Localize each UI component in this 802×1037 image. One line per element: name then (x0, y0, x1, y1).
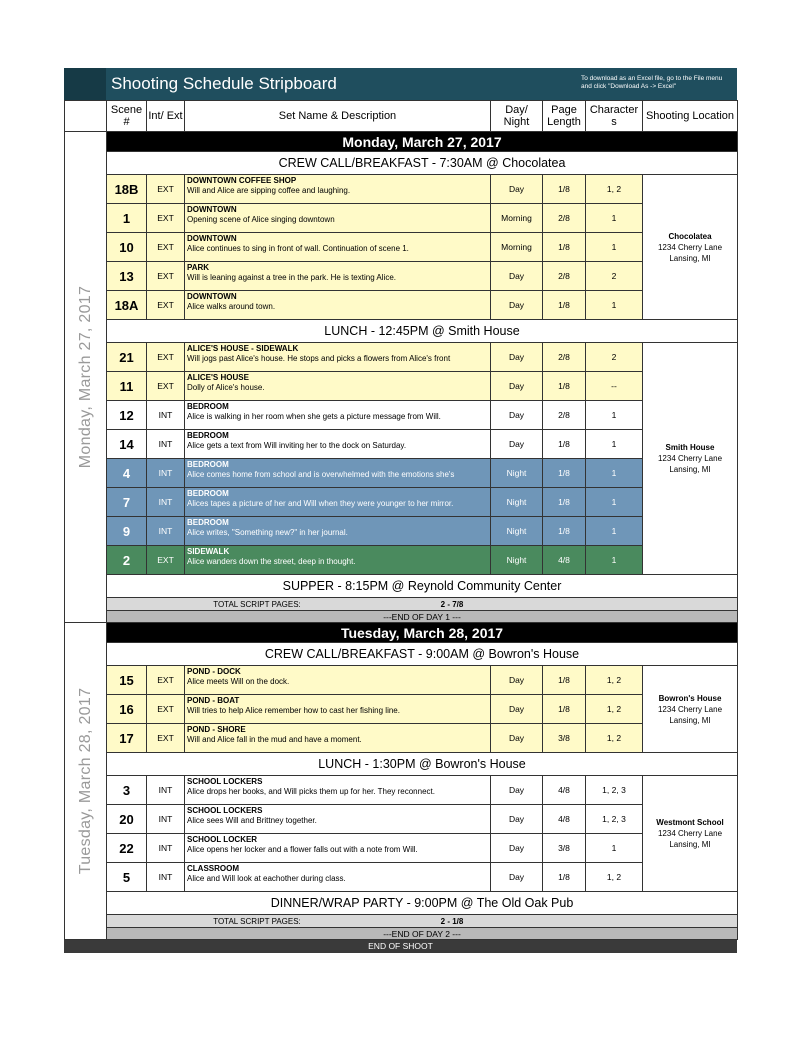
int-ext: INT (147, 776, 185, 805)
header-location: Shooting Location (643, 101, 738, 132)
day-night: Night (491, 459, 543, 488)
meal-break-row (65, 753, 738, 776)
stripboard-sheet (64, 68, 737, 953)
characters: 1, 2, 3 (586, 805, 643, 834)
characters: 1 (586, 401, 643, 430)
set-name: CLASSROOM (187, 864, 239, 873)
day-night: Day (491, 863, 543, 892)
total-pages-label: TOTAL SCRIPT PAGES: (213, 916, 301, 926)
meal-break-row (65, 643, 738, 666)
meal-break-row-cell: CREW CALL/BREAKFAST - 9:00AM @ Bowron's House (107, 643, 738, 666)
int-ext: EXT (147, 343, 185, 372)
day-night: Day (491, 401, 543, 430)
scene-description: Alice continues to sing in front of wall. Continuation of scene 1. (187, 244, 409, 253)
set-description (185, 204, 491, 233)
set-name: SCHOOL LOCKERS (187, 806, 263, 815)
set-name: POND - BOAT (187, 696, 240, 705)
total-pages-row (65, 915, 738, 928)
vertical-date: Tuesday, March 28, 2017 (76, 687, 94, 875)
meal-break-row-cell: SUPPER - 8:15PM @ Reynold Community Center (107, 575, 738, 598)
end-of-day-row (65, 611, 738, 623)
scene-number: 10 (107, 233, 147, 262)
int-ext: EXT (147, 204, 185, 233)
characters: 1 (586, 546, 643, 575)
end-of-day-row (65, 928, 738, 940)
location-city: Lansing, MI (669, 465, 711, 474)
header-chars: Character s (586, 101, 643, 132)
total-pages-label: TOTAL SCRIPT PAGES: (213, 599, 301, 609)
page-length: 2/8 (543, 343, 586, 372)
day-night: Night (491, 546, 543, 575)
page-length: 1/8 (543, 430, 586, 459)
header-row (65, 101, 738, 132)
scene-description: Will and Alice fall in the mud and have a moment. (187, 735, 362, 744)
day-night: Morning (491, 233, 543, 262)
characters: 1 (586, 291, 643, 320)
day-night: Night (491, 517, 543, 546)
int-ext: EXT (147, 233, 185, 262)
int-ext: EXT (147, 695, 185, 724)
set-name: ALICE'S HOUSE - SIDEWALK (187, 344, 299, 353)
meal-break-row (65, 320, 738, 343)
day-night: Day (491, 834, 543, 863)
int-ext: EXT (147, 262, 185, 291)
scene-strip[interactable] (65, 724, 738, 753)
scene-description: Alice and Will look at eachother during class. (187, 874, 346, 883)
int-ext: INT (147, 430, 185, 459)
header-intext: Int/ Ext (147, 101, 185, 132)
set-name: SCHOOL LOCKERS (187, 777, 263, 786)
set-name: ALICE'S HOUSE (187, 373, 249, 382)
day-night: Day (491, 343, 543, 372)
set-name: BEDROOM (187, 431, 229, 440)
int-ext: EXT (147, 372, 185, 401)
scene-description: Alice gets a text from Will inviting her to the dock on Saturday. (187, 441, 407, 450)
set-name: SCHOOL LOCKER (187, 835, 258, 844)
day-night: Day (491, 175, 543, 204)
header-daynight: Day/ Night (491, 101, 543, 132)
page-length: 4/8 (543, 805, 586, 834)
int-ext: INT (147, 488, 185, 517)
scene-description: Dolly of Alice's house. (187, 383, 265, 392)
meal-break-row (65, 892, 738, 915)
scene-description: Will and Alice are sipping coffee and laughing. (187, 186, 351, 195)
day-night: Day (491, 430, 543, 459)
scene-description: Alices tapes a picture of her and Will when they were younger to her mirror. (187, 499, 454, 508)
day-heading-row (65, 623, 738, 643)
scene-description: Will tries to help Alice remember how to cast her fishing line. (187, 706, 400, 715)
page-length: 4/8 (543, 546, 586, 575)
scene-description: Alice drops her books, and Will picks them up for her. They reconnect. (187, 787, 435, 796)
page-length: 3/8 (543, 834, 586, 863)
header-blank (65, 101, 107, 132)
page-length: 1/8 (543, 488, 586, 517)
page-length: 1/8 (543, 863, 586, 892)
characters: 2 (586, 343, 643, 372)
set-name: BEDROOM (187, 489, 229, 498)
scene-strip[interactable] (65, 459, 738, 488)
page-length: 1/8 (543, 695, 586, 724)
characters: 1 (586, 517, 643, 546)
characters: 1 (586, 233, 643, 262)
scene-description: Alice writes, "Something new?" in her journal. (187, 528, 348, 537)
characters: 1 (586, 834, 643, 863)
meal-break-row-cell: DINNER/WRAP PARTY - 9:00PM @ The Old Oak Pub (107, 892, 738, 915)
set-description (185, 666, 491, 695)
location-city: Lansing, MI (669, 715, 711, 725)
day-night: Day (491, 695, 543, 724)
meal-break-row-cell: CREW CALL/BREAKFAST - 7:30AM @ Chocolatea (107, 152, 738, 175)
scene-number: 18A (107, 291, 147, 320)
day-night: Day (491, 291, 543, 320)
scene-number: 16 (107, 695, 147, 724)
set-name: POND - DOCK (187, 667, 241, 676)
meal-break-row (65, 152, 738, 175)
location-cell (643, 666, 738, 753)
page-length: 1/8 (543, 517, 586, 546)
int-ext: EXT (147, 724, 185, 753)
location-address: 1234 Cherry Lane (657, 242, 723, 252)
day-night: Day (491, 724, 543, 753)
scene-description: Alice opens her locker and a flower falls out with a note from Will. (187, 845, 418, 854)
scene-strip[interactable] (65, 488, 738, 517)
scene-strip[interactable] (65, 517, 738, 546)
header-pagelen: Page Length (543, 101, 586, 132)
scene-description: Alice meets Will on the dock. (187, 677, 290, 686)
characters: 1, 2 (586, 666, 643, 695)
end-of-day-row-cell: ---END OF DAY 2 --- (107, 928, 738, 940)
set-description (185, 262, 491, 291)
scene-description: Alice walks around town. (187, 302, 276, 311)
set-description (185, 430, 491, 459)
scene-number: 12 (107, 401, 147, 430)
location-cell (643, 776, 738, 892)
set-description (185, 546, 491, 575)
int-ext: EXT (147, 666, 185, 695)
scene-description: Alice comes home from school and is overwhelmed with the emotions she's (187, 470, 455, 479)
day-night: Day (491, 262, 543, 291)
end-of-day-row-cell: ---END OF DAY 1 --- (107, 611, 738, 623)
day-night: Day (491, 805, 543, 834)
header-scene: Scene # (107, 101, 147, 132)
set-name: SIDEWALK (187, 547, 230, 556)
set-name: DOWNTOWN COFFEE SHOP (187, 176, 297, 185)
day-night: Day (491, 372, 543, 401)
location-address: 1234 Cherry Lane (657, 704, 723, 714)
page-length: 1/8 (543, 291, 586, 320)
scene-strip[interactable] (65, 695, 738, 724)
characters: 2 (586, 262, 643, 291)
page-length: 2/8 (543, 401, 586, 430)
int-ext: EXT (147, 291, 185, 320)
set-description (185, 291, 491, 320)
location-name: Westmont School (656, 818, 724, 827)
total-pages-row-cell (107, 915, 738, 928)
scene-number: 20 (107, 805, 147, 834)
set-description (185, 517, 491, 546)
scene-strip[interactable] (65, 233, 738, 262)
scene-number: 7 (107, 488, 147, 517)
total-pages-row (65, 598, 738, 611)
set-description (185, 488, 491, 517)
scene-description: Alice sees Will and Brittney together. (187, 816, 317, 825)
scene-strip[interactable] (65, 546, 738, 575)
location-cell (643, 343, 738, 575)
total-pages-value: 2 - 7/8 (440, 599, 464, 609)
location-name: Bowron's House (658, 693, 722, 703)
set-name: DOWNTOWN (187, 234, 237, 243)
set-description (185, 805, 491, 834)
scene-number: 3 (107, 776, 147, 805)
scene-strip[interactable] (65, 666, 738, 695)
characters: 1 (586, 204, 643, 233)
vertical-date-cell (65, 623, 107, 940)
vertical-date: Monday, March 27, 2017 (76, 285, 94, 469)
int-ext: INT (147, 401, 185, 430)
set-description (185, 233, 491, 262)
characters: -- (586, 372, 643, 401)
set-description (185, 175, 491, 204)
set-description (185, 776, 491, 805)
characters: 1, 2 (586, 724, 643, 753)
download-note: To download as an Excel file, go to the File menu and click "Download As -> Excel" (581, 75, 723, 90)
scene-description: Alice wanders down the street, deep in thought. (187, 557, 356, 566)
location-city: Lansing, MI (669, 840, 711, 849)
page-length: 1/8 (543, 175, 586, 204)
meal-break-row-cell: LUNCH - 1:30PM @ Bowron's House (107, 753, 738, 776)
header-set: Set Name & Description (185, 101, 491, 132)
int-ext: INT (147, 834, 185, 863)
scene-description: Will is leaning against a tree in the park. He is texting Alice. (187, 273, 396, 282)
characters: 1, 2 (586, 175, 643, 204)
day-night: Morning (491, 204, 543, 233)
scene-strip[interactable] (65, 175, 738, 204)
set-description (185, 459, 491, 488)
set-name: DOWNTOWN (187, 292, 237, 301)
total-pages-row-cell (107, 598, 738, 611)
location-city: Lansing, MI (669, 253, 711, 263)
set-name: DOWNTOWN (187, 205, 237, 214)
set-description (185, 372, 491, 401)
scene-description: Will jogs past Alice's house. He stops and picks a flowers from Alice's front (187, 354, 451, 363)
scene-number: 5 (107, 863, 147, 892)
characters: 1, 2, 3 (586, 776, 643, 805)
scene-description: Opening scene of Alice singing downtown (187, 215, 335, 224)
location-name: Smith House (665, 443, 715, 452)
scene-strip[interactable] (65, 430, 738, 459)
title-cap (64, 68, 106, 100)
page-length: 2/8 (543, 204, 586, 233)
scene-number: 18B (107, 175, 147, 204)
day-night: Day (491, 776, 543, 805)
scene-number: 2 (107, 546, 147, 575)
int-ext: INT (147, 863, 185, 892)
location-address: 1234 Cherry Lane (657, 829, 723, 838)
scene-number: 17 (107, 724, 147, 753)
scene-number: 22 (107, 834, 147, 863)
set-description (185, 401, 491, 430)
location-cell (643, 175, 738, 320)
meal-break-row (65, 575, 738, 598)
characters: 1 (586, 488, 643, 517)
page-length: 1/8 (543, 372, 586, 401)
int-ext: INT (147, 805, 185, 834)
set-description (185, 834, 491, 863)
page-length: 4/8 (543, 776, 586, 805)
scene-number: 13 (107, 262, 147, 291)
schedule-table (64, 100, 738, 940)
set-description (185, 695, 491, 724)
page-length: 1/8 (543, 666, 586, 695)
total-pages-value: 2 - 1/8 (440, 916, 464, 926)
scene-strip[interactable] (65, 291, 738, 320)
int-ext: INT (147, 459, 185, 488)
page-length: 1/8 (543, 233, 586, 262)
scene-strip[interactable] (65, 805, 738, 834)
page-title: Shooting Schedule Stripboard (111, 74, 337, 93)
set-name: BEDROOM (187, 518, 229, 527)
scene-number: 15 (107, 666, 147, 695)
end-of-shoot: END OF SHOOT (64, 940, 737, 953)
set-description (185, 724, 491, 753)
scene-strip[interactable] (65, 863, 738, 892)
scene-number: 9 (107, 517, 147, 546)
scene-number: 1 (107, 204, 147, 233)
day-night: Day (491, 666, 543, 695)
scene-strip[interactable] (65, 343, 738, 372)
characters: 1 (586, 459, 643, 488)
scene-strip[interactable] (65, 401, 738, 430)
set-name: BEDROOM (187, 460, 229, 469)
int-ext: INT (147, 517, 185, 546)
day-heading: Tuesday, March 28, 2017 (107, 623, 738, 643)
int-ext: EXT (147, 175, 185, 204)
scene-number: 4 (107, 459, 147, 488)
scene-strip[interactable] (65, 776, 738, 805)
int-ext: EXT (147, 546, 185, 575)
location-name: Chocolatea (668, 231, 712, 241)
day-heading: Monday, March 27, 2017 (107, 132, 738, 152)
meal-break-row-cell: LUNCH - 12:45PM @ Smith House (107, 320, 738, 343)
scene-number: 21 (107, 343, 147, 372)
scene-strip[interactable] (65, 262, 738, 291)
set-name: POND - SHORE (187, 725, 246, 734)
title-bar (64, 68, 737, 100)
scene-description: Alice is walking in her room when she gets a picture message from Will. (187, 412, 441, 421)
location-address: 1234 Cherry Lane (657, 454, 723, 463)
set-name: BEDROOM (187, 402, 229, 411)
page-length: 1/8 (543, 459, 586, 488)
scene-number: 14 (107, 430, 147, 459)
scene-strip[interactable] (65, 834, 738, 863)
characters: 1 (586, 430, 643, 459)
page-length: 2/8 (543, 262, 586, 291)
day-heading-row (65, 132, 738, 152)
characters: 1, 2 (586, 863, 643, 892)
set-description (185, 343, 491, 372)
set-description (185, 863, 491, 892)
vertical-date-cell (65, 132, 107, 623)
scene-strip[interactable] (65, 372, 738, 401)
scene-number: 11 (107, 372, 147, 401)
characters: 1, 2 (586, 695, 643, 724)
day-night: Night (491, 488, 543, 517)
set-name: PARK (187, 263, 210, 272)
page-length: 3/8 (543, 724, 586, 753)
scene-strip[interactable] (65, 204, 738, 233)
